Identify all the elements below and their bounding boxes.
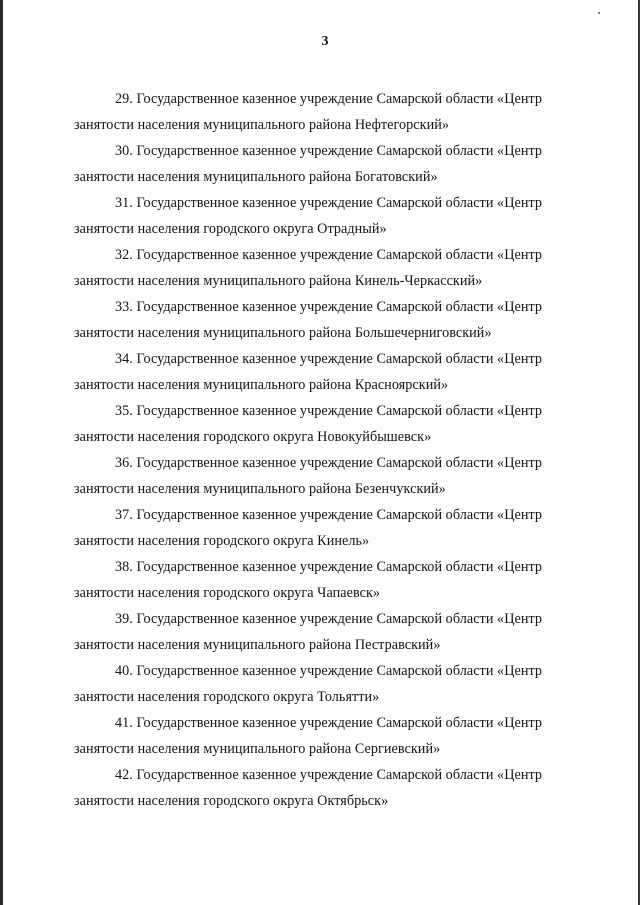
item-first-line: 32. Государственное казенное учреждение Самарской области «Центр	[115, 247, 543, 263]
item-first-line: 31. Государственное казенное учреждение Самарской области «Центр	[115, 195, 543, 211]
item-second-line: занятости населения городского округа Кинель»	[74, 533, 370, 549]
list-item	[74, 606, 574, 658]
scan-edge-left	[0, 0, 3, 905]
item-second-line: занятости населения муниципального района Пестравский»	[74, 637, 441, 653]
list-item	[74, 658, 574, 710]
item-first-line: 38. Государственное казенное учреждение Самарской области «Центр	[115, 559, 543, 575]
item-first-line: 37. Государственное казенное учреждение Самарской области «Центр	[115, 507, 543, 523]
institution-list	[74, 86, 574, 814]
item-second-line: занятости населения городского округа Чапаевск»	[74, 585, 381, 601]
item-first-line: 36. Государственное казенное учреждение Самарской области «Центр	[115, 455, 543, 471]
list-item	[74, 346, 574, 398]
list-item	[74, 502, 574, 554]
list-item	[74, 762, 574, 814]
item-second-line: занятости населения муниципального района Большечерниговский»	[74, 325, 492, 341]
list-item	[74, 294, 574, 346]
item-second-line: занятости населения муниципального района Нефтегорский»	[74, 117, 449, 133]
item-second-line: занятости населения городского округа Октябрьск»	[74, 793, 389, 809]
item-first-line: 30. Государственное казенное учреждение Самарской области «Центр	[115, 143, 543, 159]
item-first-line: 42. Государственное казенное учреждение Самарской области «Центр	[115, 767, 543, 783]
item-second-line: занятости населения муниципального района Безенчукский»	[74, 481, 446, 497]
item-first-line: 33. Государственное казенное учреждение Самарской области «Центр	[115, 299, 543, 315]
item-first-line: 39. Государственное казенное учреждение Самарской области «Центр	[115, 611, 543, 627]
item-second-line: занятости населения муниципального района Сергиевский»	[74, 741, 441, 757]
item-first-line: 40. Государственное казенное учреждение Самарской области «Центр	[115, 663, 543, 679]
list-item	[74, 86, 574, 138]
list-item	[74, 242, 574, 294]
item-first-line: 29. Государственное казенное учреждение Самарской области «Центр	[115, 91, 543, 107]
list-item	[74, 554, 574, 606]
item-second-line: занятости населения муниципального района Кинель-Черкасский»	[74, 273, 483, 289]
item-second-line: занятости населения муниципального района Красноярский»	[74, 377, 449, 393]
item-second-line: занятости населения городского округа Тольятти»	[74, 689, 380, 705]
list-item	[74, 190, 574, 242]
list-item	[74, 398, 574, 450]
item-first-line: 35. Государственное казенное учреждение Самарской области «Центр	[115, 403, 543, 419]
scan-speck	[598, 12, 600, 14]
list-item	[74, 450, 574, 502]
item-second-line: занятости населения городского округа Новокуйбышевск»	[74, 429, 432, 445]
item-second-line: занятости населения городского округа Отрадный»	[74, 221, 387, 237]
item-first-line: 34. Государственное казенное учреждение Самарской области «Центр	[115, 351, 543, 367]
list-item	[74, 138, 574, 190]
list-item	[74, 710, 574, 762]
item-first-line: 41. Государственное казенное учреждение Самарской области «Центр	[115, 715, 543, 731]
page-number: 3	[321, 34, 329, 49]
item-second-line: занятости населения муниципального района Богатовский»	[74, 169, 438, 185]
